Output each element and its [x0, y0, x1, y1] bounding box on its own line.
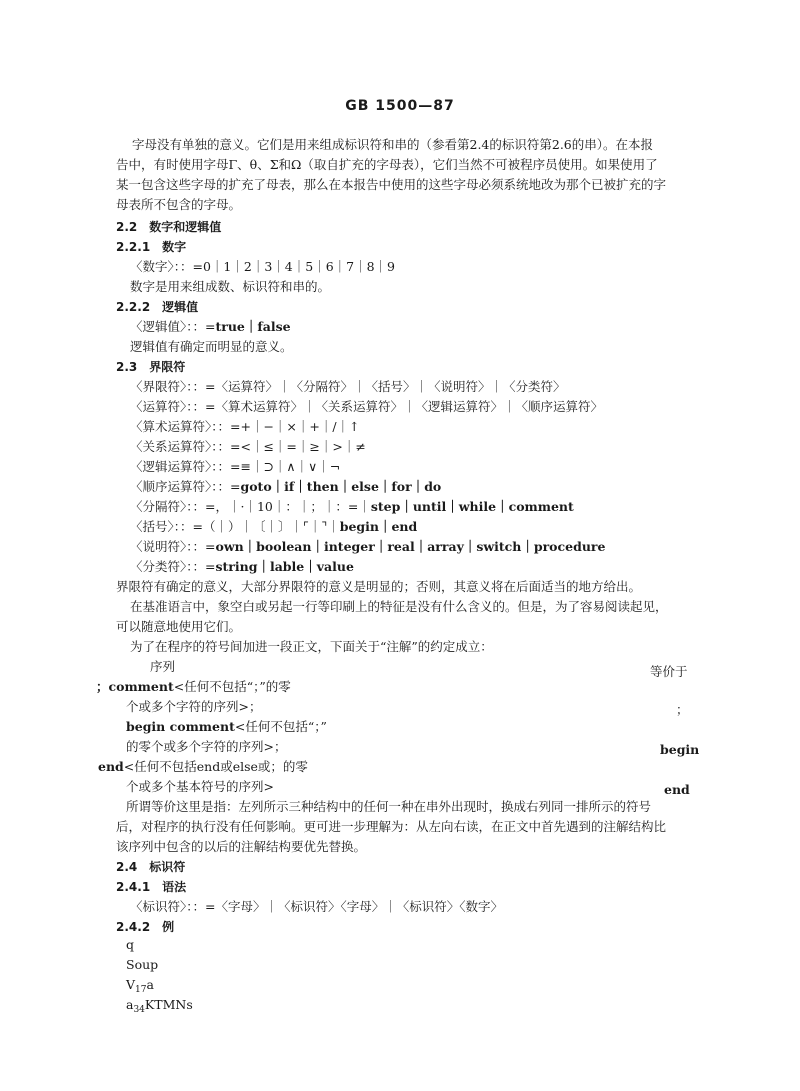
table-row-equivalent: ； [676, 702, 689, 717]
id-part: a [146, 977, 154, 992]
paragraph-line: 逻辑值有确定而明显的意义。 [130, 339, 293, 354]
id-subscript: 17 [135, 985, 147, 995]
syntax-line: 〈界限符〉：：=〈运算符〉｜〈分隔符〉｜〈括号〉｜〈说明符〉｜〈分类符〉 [130, 379, 566, 394]
id-subscript: 34 [133, 1005, 145, 1015]
section-heading: 2.3 界限符 [116, 360, 186, 374]
keyword: end [98, 759, 124, 774]
syntax-line [130, 518, 417, 536]
syntax-line: 〈运算符〉：：=〈算术运算符〉｜〈关系运算符〉｜〈逻辑运算符〉｜〈顺序运算符〉 [130, 399, 603, 414]
table-row-equivalent: end [664, 782, 690, 797]
syntax-line [130, 478, 441, 496]
syntax-lhs: 〈顺序运算符〉：：= [130, 479, 241, 494]
cell-text: <任何不包括end或else或；的零 [123, 759, 308, 774]
syntax-line [130, 538, 605, 556]
paragraph-line: 可以随意地使用它们。 [116, 619, 242, 634]
syntax-lhs: 〈括号〉：：=（｜）｜〔｜〕｜⌜｜⌝｜ [130, 519, 340, 534]
cell-text: <任何不包括“；” [234, 719, 327, 734]
keyword-list: true｜false [215, 319, 291, 334]
keyword-list: string｜lable｜value [215, 559, 354, 574]
syntax-lhs: 〈说明符〉：：= [130, 539, 216, 554]
table-row-cell: 的零个或多个字符的序列>； [126, 739, 287, 754]
paragraph-line: 数字是用来组成数、标识符和串的。 [130, 279, 331, 294]
paragraph-line: 为了在程序的符号间加进一段正文，下面关于“注解”的约定成立： [130, 639, 493, 654]
syntax-line: 〈关系运算符〉：：=<｜≤｜=｜≥｜>｜≠ [130, 439, 366, 454]
syntax-line: 〈标识符〉：：=〈字母〉｜〈标识符〉〈字母〉｜〈标识符〉〈数字〉 [130, 899, 503, 914]
paragraph-line: 后，对程序的执行没有任何影响。更可进一步理解为：从左向右读，在正文中首先遇到的注解结构比 [116, 819, 667, 834]
table-row-equivalent: begin [660, 742, 700, 757]
keyword-list: step｜until｜while｜comment [370, 499, 574, 514]
table-header-right: 等价于 [650, 664, 688, 679]
page-header: GB 1500—87 [345, 98, 455, 114]
id-part: V [126, 977, 136, 992]
syntax-line: 〈数字〉：：=0｜1｜2｜3｜4｜5｜6｜7｜8｜9 [130, 259, 396, 274]
paragraph-line: 告中，有时使用字母Γ、θ、Σ和Ω（取自扩充的字母表），它们当然不可被程序员使用。如果使用了 [116, 157, 658, 172]
paragraph-line: 字母没有单独的意义。它们是用来组成标识符和串的（参看第2.4的标识符第2.6的串）。在本报 [132, 137, 654, 152]
keyword: ；comment [96, 679, 174, 694]
paragraph-line: 母表所不包含的字母。 [116, 197, 242, 212]
cell-text: <任何不包括“；”的零 [173, 679, 291, 694]
table-row-cell: 个或多个字符的序列>； [126, 699, 262, 714]
paragraph-line: 某一包含这些字母的扩充了母表，那么在本报告中使用的这些字母必须系统地改为那个已被扩充的字 [116, 177, 667, 192]
paragraph-line: 该序列中包含的以后的注解结构要优先替换。 [116, 839, 367, 854]
keyword-list: goto｜if｜then｜else｜for｜do [240, 479, 442, 494]
paragraph-line: 在基准语言中，象空白或另起一行等印刷上的特征是没有什么含义的。但是，为了容易阅读起见， [130, 599, 668, 614]
example-identifier: q [126, 937, 135, 952]
table-row-cell: 个或多个基本符号的序列> [126, 779, 274, 794]
paragraph-line: 所谓等价这里是指：左列所示三种结构中的任何一种在串外出现时，换成右列同一排所示的符号 [126, 799, 652, 814]
syntax-line [130, 318, 291, 336]
example-identifier: Soup [126, 957, 159, 972]
syntax-lhs: 〈分类符〉：：= [130, 559, 216, 574]
section-heading: 2.4.1 语法 [116, 880, 187, 894]
table-header-left: 序列 [150, 659, 176, 674]
section-heading: 2.2.1 数字 [116, 240, 187, 254]
syntax-line: 〈逻辑运算符〉：：=≡｜⊃｜∧｜∨｜¬ [130, 459, 341, 474]
syntax-lhs: 〈逻辑值〉：：= [130, 319, 216, 334]
keyword-list: own｜boolean｜integer｜real｜array｜switch｜procedure [215, 539, 606, 554]
section-heading: 2.2 数字和逻辑值 [116, 220, 222, 234]
table-row-cell [126, 718, 327, 736]
section-heading: 2.4.2 例 [116, 920, 175, 934]
syntax-line: 〈算术运算符〉：：=+｜−｜×｜+｜/｜↑ [130, 419, 360, 434]
table-row-cell [96, 678, 291, 696]
example-identifier [126, 996, 193, 1019]
syntax-line [130, 558, 354, 576]
id-part: a [126, 997, 134, 1012]
table-row-cell [98, 758, 308, 776]
section-heading: 2.4 标识符 [116, 860, 186, 874]
id-part: KTMNs [144, 997, 193, 1012]
syntax-line [130, 498, 574, 516]
keyword-list: begin｜end [339, 519, 418, 534]
section-heading: 2.2.2 逻辑值 [116, 300, 199, 314]
keyword: begin comment [126, 719, 235, 734]
syntax-lhs: 〈分隔符〉：：=，｜·｜10｜：｜；｜：=｜ [130, 499, 371, 514]
paragraph-line: 界限符有确定的意义，大部分界限符的意义是明显的；否则，其意义将在后面适当的地方给出。 [116, 579, 642, 594]
